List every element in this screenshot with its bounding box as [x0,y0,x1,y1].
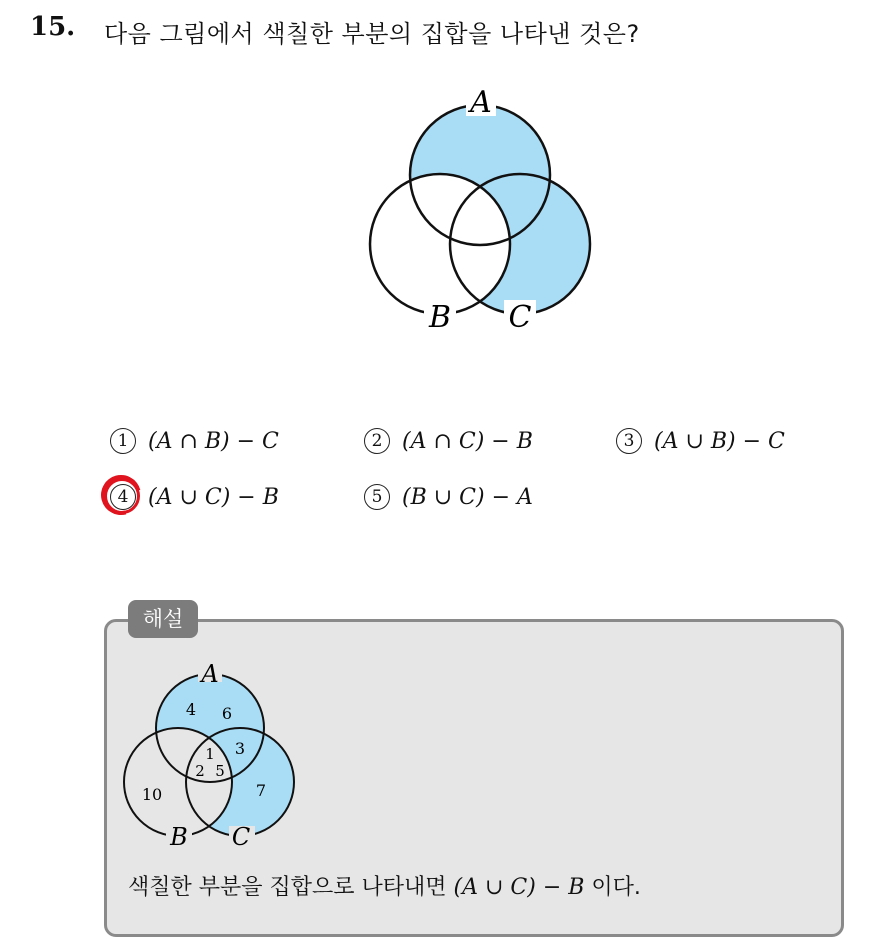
region-abc: 1 [205,745,215,763]
region-a-only-2: 6 [221,704,233,723]
choice-1-expr: (A ∩ B) − C [148,429,279,454]
region-ab: 2 [195,762,205,780]
solution-tag: 해설 [128,600,198,638]
region-bc: 5 [215,762,225,780]
solution-text [128,870,641,901]
solution-label-c: C [231,823,251,851]
solution-text-prefix: 색칠한 부분을 집합으로 나타내면 [128,875,454,900]
choice-3-expr: (A ∪ B) − C [654,429,785,454]
choice-2-marker: 2 [364,428,390,454]
question-number: 15. [30,12,76,42]
region-b-only: 10 [141,785,163,804]
choice-5-expr: (B ∪ C) − A [402,485,533,510]
region-a-only-1: 4 [185,700,197,719]
label-c: C [508,300,532,335]
solution-text-suffix: 이다. [584,875,641,900]
label-a: A [470,85,492,120]
choice-2-expr: (A ∩ C) − B [402,429,533,454]
choice-5-marker: 5 [364,484,390,510]
solution-label-b: B [170,823,188,851]
choice-3-marker: 3 [616,428,642,454]
choice-4-marker: 4 [110,484,136,510]
solution-text-math: (A ∪ C) − B [453,875,585,900]
region-ac: 3 [234,739,246,758]
choice-1-marker: 1 [110,428,136,454]
region-c-only: 7 [255,781,267,800]
solution-label-a: A [201,660,219,688]
question-text: 다음 그림에서 색칠한 부분의 집합을 나타낸 것은? [104,20,640,48]
label-b: B [428,300,452,335]
choice-4-expr: (A ∪ C) − B [148,485,279,510]
